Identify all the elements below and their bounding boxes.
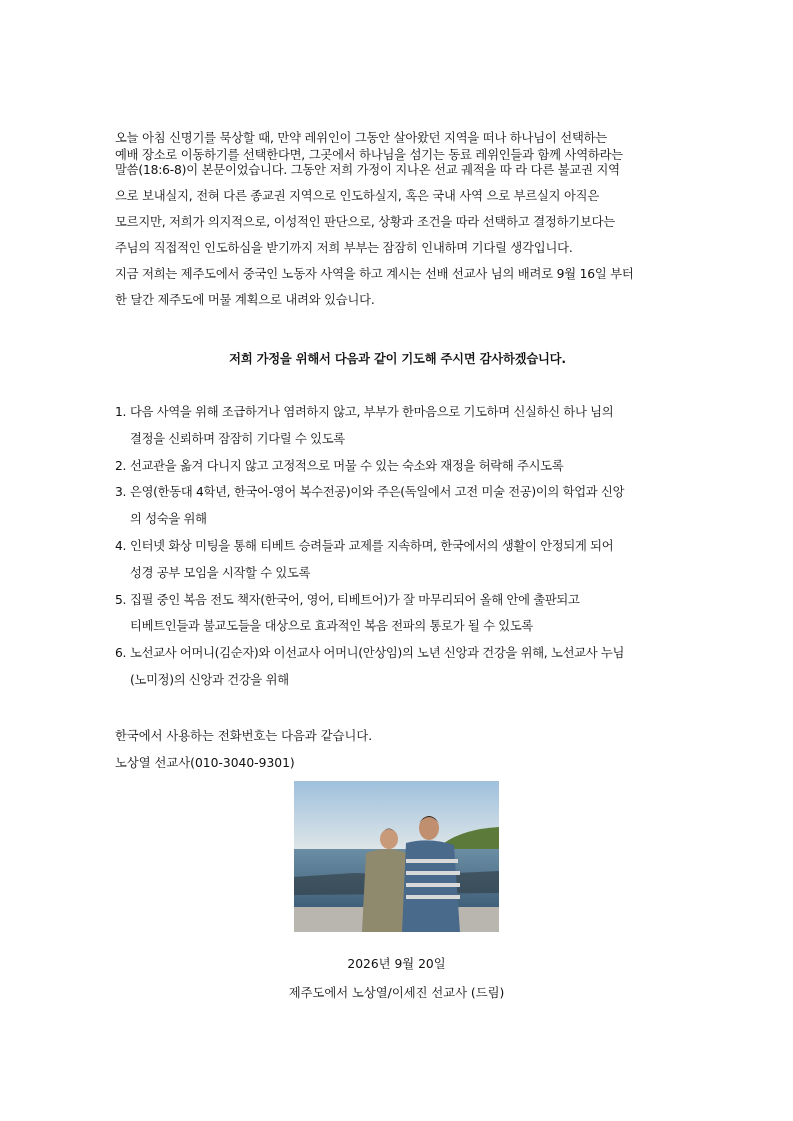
prayer-text: 집필 중인 복음 전도 책자(한국어, 영어, 티베트어)가 잘 마무리되어 올해 안에 출판되고 xyxy=(130,592,580,607)
prayer-number: 6. xyxy=(115,646,127,661)
phone-contact: 노상열 선교사(010-3040-9301) xyxy=(115,756,295,770)
prayer-item xyxy=(115,533,685,587)
prayer-item xyxy=(115,640,685,694)
prayer-number: 5. xyxy=(115,592,127,607)
intro-line: 지금 저희는 제주도에서 중국인 노동자 사역을 하고 계시는 선배 선교사 님의 배려로 9월 16일 부터 xyxy=(115,267,634,281)
prayer-text: 의 성숙을 위해 xyxy=(130,512,207,527)
intro-line: 오늘 아침 신명기를 묵상할 때, 만약 레위인이 그동안 살아왔던 지역을 떠나 하나님이 선택하는 xyxy=(115,131,608,145)
intro-line: 주님의 직접적인 인도하심을 받기까지 저희 부부는 잠잠히 인내하며 기다릴 생각입니다. xyxy=(115,241,573,255)
prayer-text: 성경 공부 모임을 시작할 수 있도록 xyxy=(130,565,311,580)
prayer-text: 선교관을 옮겨 다니지 않고 고정적으로 머물 수 있는 숙소와 재정을 허락해 주시도록 xyxy=(130,458,564,473)
intro-paragraph xyxy=(115,131,680,313)
prayer-text: 은영(한동대 4학년, 한국어-영어 복수전공)이와 주은(독일에서 고전 미술 전공)이의 학업과 신앙 xyxy=(130,485,625,500)
prayer-item xyxy=(115,399,685,453)
prayer-text: 다음 사역을 위해 조급하거나 염려하지 않고, 부부가 한마음으로 기도하며 신실하신 하나 님의 xyxy=(130,405,614,419)
prayer-text: 티베트인들과 불교도들을 대상으로 효과적인 복음 전파의 통로가 될 수 있도록 xyxy=(130,619,534,634)
prayer-text: (노미정)의 신앙과 건강을 위해 xyxy=(130,672,289,687)
prayer-text: 인터넷 화상 미팅을 통해 티베트 승려들과 교제를 지속하며, 한국에서의 생활이 안정되게 되어 xyxy=(130,538,614,553)
prayer-number: 1. xyxy=(115,405,127,419)
prayer-list xyxy=(115,399,685,694)
prayer-number: 2. xyxy=(115,458,127,473)
prayer-item xyxy=(115,479,685,533)
intro-line: 으로 보내실지, 전혀 다른 종교권 지역으로 인도하실지, 혹은 국내 사역 으로 부르실지 아직은 xyxy=(115,189,600,203)
prayer-number: 3. xyxy=(115,485,127,500)
letter-date: 2026년 9월 20일 xyxy=(347,957,446,971)
prayer-item xyxy=(115,587,685,641)
prayer-text: 노선교사 어머니(김순자)와 이선교사 어머니(안상임)의 노년 신앙과 건강을 위해, 노선교사 누님 xyxy=(130,646,625,661)
letter-signature: 제주도에서 노상열/이세진 선교사 (드림) xyxy=(288,986,505,1000)
intro-line: 말씀(18:6-8)이 본문이었습니다. 그동안 저희 가정이 지나온 선교 궤적을 따 라 다른 불교권 지역 xyxy=(115,163,620,177)
prayer-heading: 저희 가정을 위해서 다음과 같이 기도해 주시면 감사하겠습니다. xyxy=(229,352,566,366)
couple-photo xyxy=(294,781,499,932)
prayer-text: 결정을 신뢰하며 잠잠히 기다릴 수 있도록 xyxy=(130,431,345,446)
phone-section xyxy=(115,723,372,777)
intro-line: 모르지만, 저희가 의지적으로, 이성적인 판단으로, 상황과 조건을 따라 선택하고 결정하기보다는 xyxy=(115,215,615,229)
prayer-item xyxy=(115,453,685,480)
prayer-number: 4. xyxy=(115,538,127,553)
phone-intro: 한국에서 사용하는 전화번호는 다음과 같습니다. xyxy=(115,729,373,743)
intro-line: 예배 장소로 이동하기를 선택한다면, 그곳에서 하나님을 섬기는 동료 레위인들과 함께 사역하라는 xyxy=(115,148,623,162)
intro-line: 한 달간 제주도에 머물 계획으로 내려와 있습니다. xyxy=(115,293,375,307)
